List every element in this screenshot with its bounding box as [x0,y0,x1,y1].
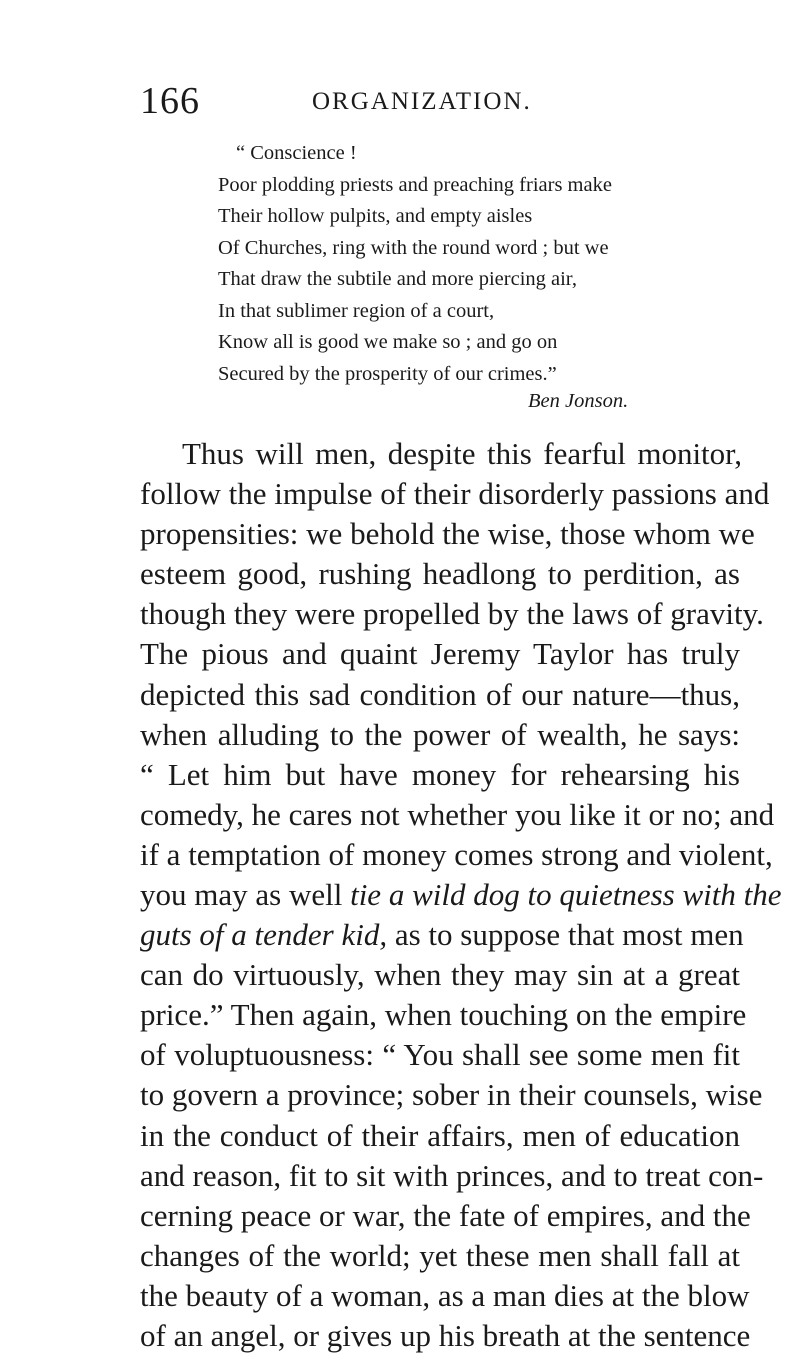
body-line: if a temptation of money comes strong and violent, [140,836,773,872]
body-line: depicted this sad condition of our nature—thus, [140,676,740,712]
body-line: of an angel, or gives up his breath at the sentence [140,1318,751,1353]
body-line: can do virtuously, when they may sin at a great [140,957,740,993]
page-number: 166 [140,80,200,122]
quote-line: Poor plodding priests and preaching friars make [218,173,612,196]
quote-line: “ Conscience ! [236,142,357,164]
body-text-run: as to suppose that most men [387,917,744,953]
body-line: in the conduct of their affairs, men of education [140,1117,740,1153]
quote-line: Their hollow pulpits, and empty aisles [218,205,533,227]
body-line: when alluding to the power of wealth, he says: [140,716,740,752]
body-line: and reason, fit to sit with princes, and to treat con- [140,1157,764,1193]
body-line: esteem good, rushing headlong to perdition, as [140,556,740,592]
body-line [140,917,744,953]
quote-line: That draw the subtile and more piercing air, [218,268,577,290]
body-text-run: you may as well [140,877,343,912]
quote-line: Secured by the prosperity of our crimes.” [218,362,557,385]
quote-attribution: Ben Jonson. [528,390,629,412]
body-line: changes of the world; yet these men shall fall at [140,1237,740,1273]
body-line: “ Let him but have money for rehearsing his [140,756,740,792]
body-line: price.” Then again, when touching on the empire [140,997,747,1033]
italic-quotation: tie a wild dog to quietness with the [350,877,782,912]
body-line: to govern a province; sober in their counsels, wise [140,1077,763,1113]
body-line: Thus will men, despite this fearful monitor, [182,436,742,471]
body-line: follow the impulse of their disorderly passions and [140,476,770,512]
quote-line: In that sublimer region of a court, [218,299,495,322]
body-line: of voluptuousness: “ You shall see some men fit [140,1037,740,1073]
body-line: The pious and quaint Jeremy Taylor has truly [140,636,740,672]
body-line: though they were propelled by the laws of gravity. [140,596,764,632]
body-line: comedy, he cares not whether you like it or no; and [140,796,775,832]
page-header [140,78,740,124]
body-line: propensities: we behold the wise, those whom we [140,516,755,552]
italic-quotation: guts of a tender kid, [140,917,388,953]
body-line [140,877,782,913]
running-head: ORGANIZATION. [312,88,532,115]
quote-line: Of Churches, ring with the round word ; but we [218,236,609,259]
body-line: the beauty of a woman, as a man dies at the blow [140,1277,750,1313]
body-line: cerning peace or war, the fate of empires, and the [140,1197,751,1233]
quote-line: Know all is good we make so ; and go on [218,331,558,353]
